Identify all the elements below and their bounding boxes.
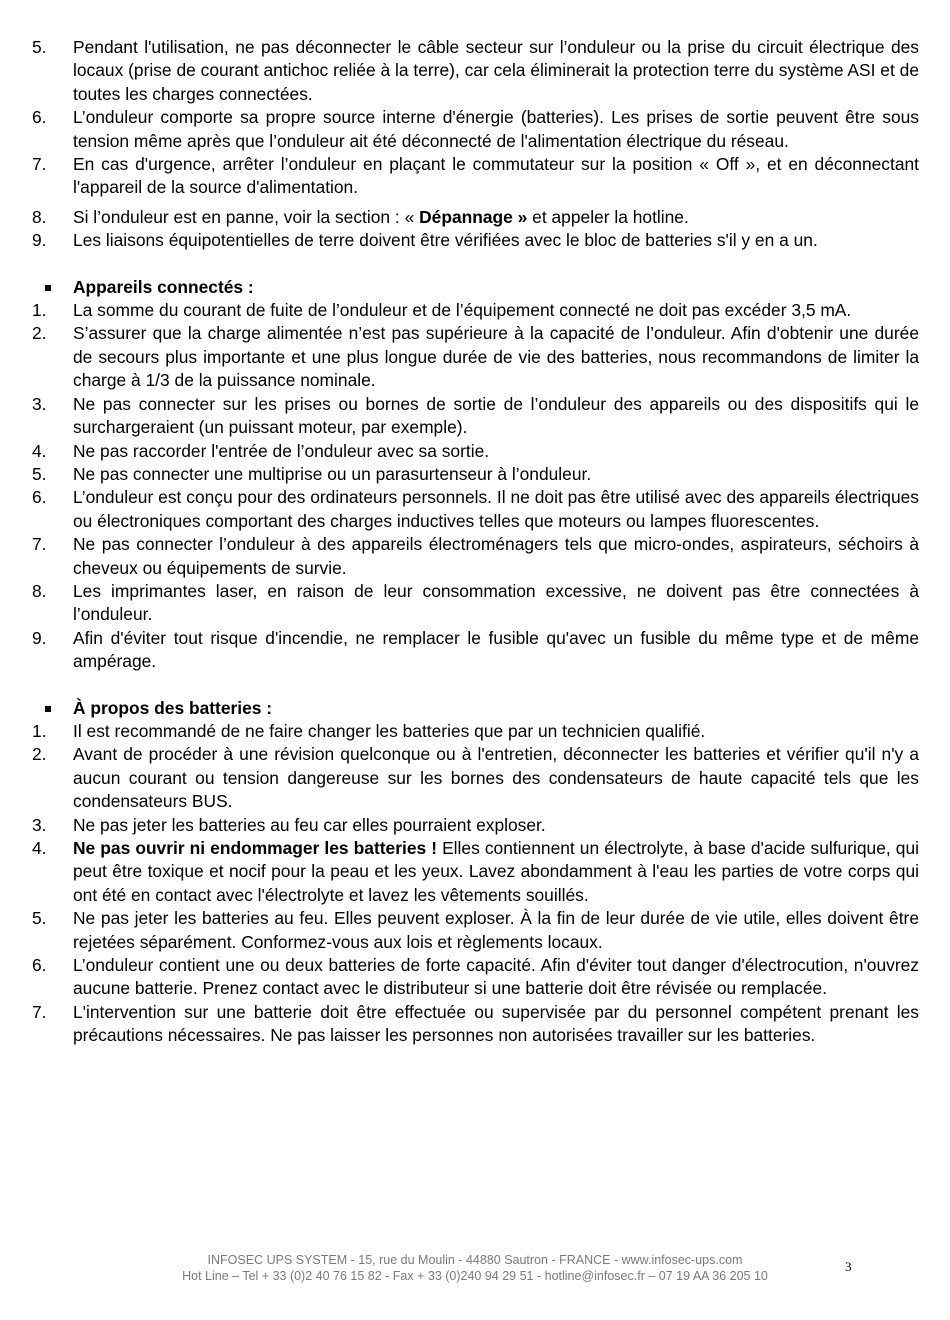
item-text: Pendant l'utilisation, ne pas déconnecter le câble secteur sur l’onduleur ou la prise du circuit électrique des locaux (prise de courant antichoc reliée à la terre), car cela éliminerait la protection terre du système ASI et de toutes les charges connectées.: [73, 37, 919, 104]
section-reference: Dépannage »: [419, 206, 528, 227]
footer-address: INFOSEC UPS SYSTEM - 15, rue du Moulin - 44880 Sautron - FRANCE - www.infosec-ups.com: [207, 1253, 743, 1267]
item-text: Les imprimantes laser, en raison de leur consommation excessive, ne doivent pas être connectées à l’onduleur.: [73, 580, 919, 625]
item-number: 2.: [32, 323, 47, 344]
item-number: 3.: [32, 814, 47, 835]
item-number: 7.: [32, 534, 47, 555]
list-item: [0, 627, 950, 674]
item-text: Ne pas jeter les batteries au feu car elles pourraient exploser.: [73, 814, 546, 835]
list-item: [0, 743, 950, 813]
list-item: [0, 206, 950, 229]
item-text-post: Elles contiennent un électrolyte, à base d'acide sulfurique, qui peut être toxique et nocif pour la peau et les yeux. Lavez abondamment à l'eau les parties de votre corps qui ont été en contact avec l'électrolyte et lavez les vêtements souillés.: [73, 838, 919, 905]
item-number: 6.: [32, 955, 47, 976]
item-text: L’onduleur comporte sa propre source interne d'énergie (batteries). Les prises de sortie peuvent être sous tension même après que l’onduleur ait été déconnecté de l'alimentation électrique du réseau.: [73, 107, 919, 151]
item-text-post: et appeler la hotline.: [527, 206, 689, 227]
item-text: L’onduleur contient une ou deux batteries de forte capacité. Afin d'éviter tout danger d'électrocution, n'ouvrez aucune batterie. Prenez contact avec le distributeur si une batterie doit être révisée ou remplacée.: [73, 955, 919, 999]
item-text: L’onduleur est conçu pour des ordinateurs personnels. Il ne doit pas être utilisé avec des appareils électriques ou électroniques comportant des charges inductives telles que moteurs ou lampes fluorescentes.: [73, 487, 919, 531]
list-item: [0, 954, 950, 1001]
list-item: [0, 720, 950, 743]
list-item: [0, 533, 950, 580]
item-number: 2.: [32, 744, 47, 765]
item-number: 7.: [32, 154, 47, 175]
list-item: [0, 837, 950, 907]
list-item: [0, 299, 950, 322]
item-text: La somme du courant de fuite de l’onduleur et de l’équipement connecté ne doit pas excéder 3,5 mA.: [73, 300, 852, 321]
item-text: Les liaisons équipotentielles de terre doivent être vérifiées avec le bloc de batteries s'il y en a un.: [73, 230, 818, 251]
item-text-pre: Si l’onduleur est en panne, voir la section : «: [73, 206, 420, 227]
page-footer: [0, 1253, 950, 1284]
square-bullet-icon: [45, 706, 51, 712]
item-text: En cas d'urgence, arrêter l’onduleur en plaçant le commutateur sur la position « Off », et en déconnectant l'appareil de la source d'alimentation.: [73, 154, 919, 198]
list-item: [0, 229, 950, 252]
item-text: Ne pas connecter l’onduleur à des appareils électroménagers tels que micro-ondes, aspirateurs, séchoirs à cheveux ou équipements de survie.: [73, 534, 919, 578]
item-number: 5.: [32, 37, 47, 57]
list-item: [0, 1001, 950, 1048]
footer-contact: Hot Line – Tel + 33 (0)2 40 76 15 82 - Fax + 33 (0)240 94 29 51 - hotline@infosec.fr – 07 19 AA 36 205 10: [182, 1268, 768, 1283]
list-item: [0, 463, 950, 486]
item-number: 8.: [32, 206, 47, 227]
list-item: [0, 322, 950, 392]
section-title: Appareils connectés :: [73, 276, 254, 297]
item-number: 9.: [32, 627, 47, 648]
item-text: S’assurer que la charge alimentée n’est pas supérieure à la capacité de l’onduleur. Afin d'obtenir une durée de secours plus importante et une plus longue durée de vie des batteries, nous recommandons de limiter la charge à 1/3 de la puissance nominale.: [73, 323, 919, 391]
list-item: [0, 580, 950, 627]
item-text: Ne pas jeter les batteries au feu. Elles peuvent exploser. À la fin de leur durée de vie utile, elles doivent être rejetées séparément. Conformez-vous aux lois et règlements locaux.: [73, 908, 919, 952]
section-title: À propos des batteries :: [73, 697, 273, 718]
list-item: [0, 153, 950, 200]
item-text: Ne pas raccorder l'entrée de l’onduleur avec sa sortie.: [73, 440, 490, 461]
list-item: [0, 907, 950, 954]
section-heading-appareils: [0, 276, 950, 299]
item-number: 1.: [32, 300, 47, 321]
item-text: Il est recommandé de ne faire changer les batteries que par un technicien qualifié.: [73, 720, 706, 741]
item-number: 7.: [32, 1001, 47, 1022]
item-number: 4.: [32, 440, 47, 461]
item-number: 5.: [32, 908, 47, 929]
item-text: Ne pas connecter une multiprise ou un parasurtenseur à l’onduleur.: [73, 463, 592, 484]
item-number: 6.: [32, 107, 47, 128]
item-number: 6.: [32, 487, 47, 508]
page-content: [0, 36, 950, 1048]
item-number: 8.: [32, 580, 47, 601]
item-number: 5.: [32, 463, 47, 484]
item-number: 4.: [32, 838, 47, 858]
square-bullet-icon: [45, 285, 51, 291]
list-item: [0, 393, 950, 440]
item-number: 9.: [32, 230, 47, 251]
item-text: Afin d'éviter tout risque d'incendie, ne remplacer le fusible qu'avec un fusible du même type et de même ampérage.: [73, 627, 919, 672]
list-item: [0, 106, 950, 153]
page-number: 3: [845, 1259, 852, 1274]
list-item: [0, 486, 950, 533]
list-item: [0, 440, 950, 463]
item-number: 1.: [32, 720, 47, 741]
item-number: 3.: [32, 393, 47, 414]
warning-text: Ne pas ouvrir ni endommager les batteries !: [73, 838, 438, 858]
item-text: Avant de procéder à une révision quelconque ou à l'entretien, déconnecter les batteries et vérifier qu'il n'y a aucun courant ou tension dangereuse sur les bornes des condensateurs de haute capacité tels que les condensateurs BUS.: [73, 744, 919, 812]
item-text: L'intervention sur une batterie doit être effectuée ou supervisée par du personnel compétent prenant les précautions nécessaires. Ne pas laisser les personnes non autorisées travailler sur les batteries.: [73, 1001, 919, 1046]
section-heading-batteries: [0, 697, 950, 720]
list-item: [0, 814, 950, 837]
item-text: Ne pas connecter sur les prises ou bornes de sortie de l’onduleur des appareils ou des dispositifs qui le surchargeraient (un puissant moteur, par exemple).: [73, 393, 919, 438]
list-item: [0, 36, 950, 106]
